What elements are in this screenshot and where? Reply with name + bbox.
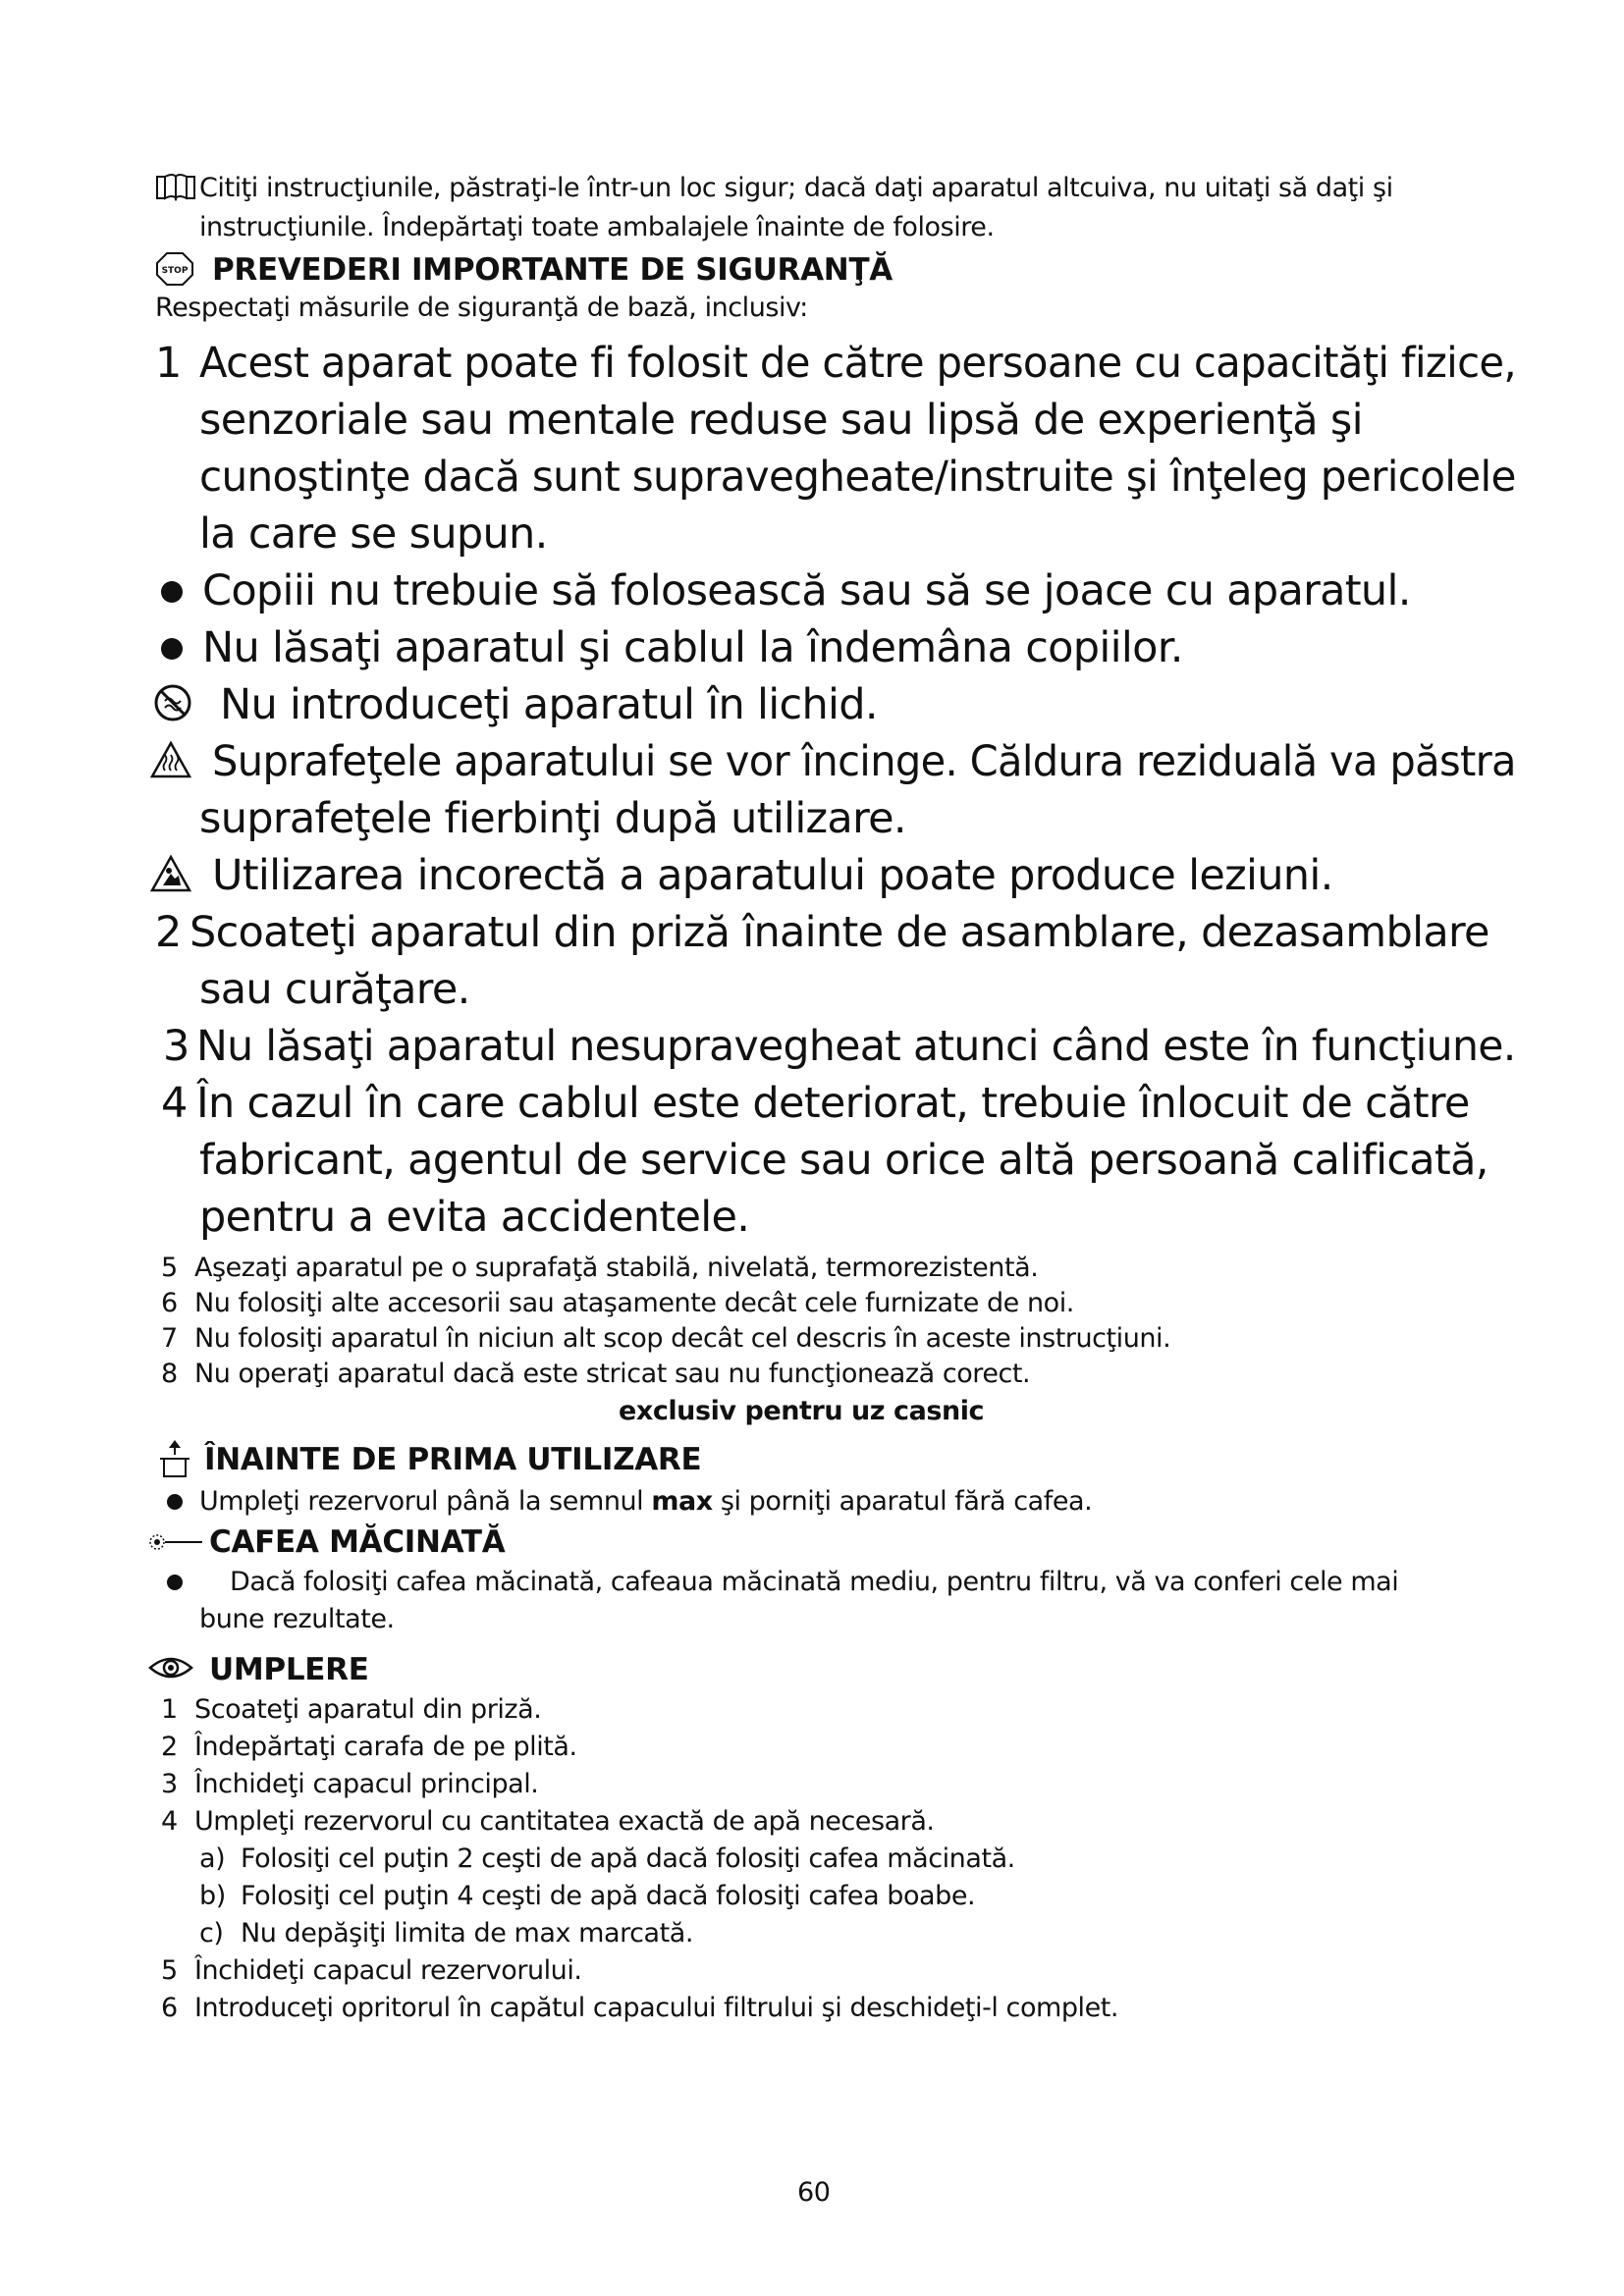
- item-1-number: 1: [155, 339, 182, 388]
- ground-coffee-heading: CAFEA MĂCINATĂ: [209, 1524, 506, 1560]
- item-1-line-3: cunoştinţe dacă sunt supravegheate/instruite şi înţeleg pericolele: [199, 453, 1516, 502]
- no-immerse-icon: [153, 683, 192, 726]
- item-4-line-3: pentru a evita accidentele.: [199, 1193, 750, 1242]
- item-1-line-4: la care se supun.: [199, 509, 548, 559]
- item-8-text: Nu operaţi aparatul dacă este stricat sau nu funcţionează corect.: [194, 1359, 1031, 1389]
- ground-coffee-icon: [145, 1527, 206, 1561]
- substep-a-text: Folosiţi cel puţin 2 ceşti de apă dacă folosiţi cafea măcinată.: [241, 1843, 1015, 1874]
- item-4-line-1: În cazul în care cablul este deteriorat, trebuie înlocuit de către: [196, 1079, 1470, 1128]
- item-5-text: Aşezaţi aparatul pe o suprafaţă stabilă, nivelată, termorezistentă.: [194, 1253, 1039, 1283]
- item-1-line-2: senzoriale sau mentale reduse sau lipsă de experienţă şi: [199, 396, 1363, 445]
- item-2-line-1: Scoateţi aparatul din priză înainte de asamblare, dezasamblare: [189, 908, 1489, 957]
- no-liquid-warning: Nu introduceţi aparatul în lichid.: [220, 680, 878, 729]
- hot-surface-icon: [149, 740, 192, 783]
- item-4-line-2: fabricant, agentul de service sau orice altă persoană calificată,: [199, 1136, 1489, 1185]
- bullet-dot: [161, 638, 183, 660]
- safety-heading: PREVEDERI IMPORTANTE DE SIGURANŢĂ: [212, 252, 893, 288]
- filling-step-3-number: 3: [161, 1769, 178, 1799]
- page-number: 60: [797, 2177, 831, 2208]
- injury-warning-icon: [149, 854, 192, 897]
- substep-c-label: c): [199, 1918, 224, 1949]
- substep-c-text: Nu depăşiţi limita de max marcată.: [241, 1918, 693, 1949]
- filling-step-6-number: 6: [161, 1993, 178, 2023]
- bullet-children-reach: Nu lăsaţi aparatul şi cablul la îndemâna copiilor.: [202, 623, 1183, 672]
- filling-step-5-number: 5: [161, 1955, 178, 1986]
- item-3-number: 3: [163, 1022, 189, 1071]
- safety-subheading: Respectaţi măsurile de siguranţă de bază, inclusiv:: [155, 293, 808, 323]
- bullet-dot: [161, 581, 183, 603]
- item-2-line-2: sau curăţare.: [199, 965, 470, 1014]
- first-use-icon: [157, 1439, 192, 1482]
- stop-icon: [155, 251, 194, 291]
- ground-coffee-line-1: Dacă folosiţi cafea măcinată, cafeaua măcinată mediu, pentru filtru, vă va conferi cele mai: [230, 1567, 1399, 1597]
- filling-step-5-text: Închideţi capacul rezervorului.: [194, 1955, 582, 1986]
- substep-b-label: b): [199, 1881, 226, 1911]
- item-6-text: Nu folosiţi alte accesorii sau ataşamente decât cele furnizate de noi.: [194, 1288, 1074, 1318]
- filling-step-1-text: Scoateţi aparatul din priză.: [194, 1694, 542, 1725]
- eye-icon: [147, 1653, 194, 1686]
- hot-surface-line-2: suprafeţele fierbinţi după utilizare.: [199, 794, 906, 843]
- item-2-number: 2: [155, 908, 182, 957]
- book-icon: [155, 173, 196, 206]
- max-mark-text: max: [651, 1486, 713, 1517]
- item-1-line-1: Acest aparat poate fi folosit de către persoane cu capacităţi fizice,: [199, 339, 1516, 388]
- item-6-number: 6: [161, 1288, 178, 1318]
- household-use-note: exclusiv pentru uz casnic: [619, 1396, 985, 1426]
- substep-a-label: a): [199, 1843, 226, 1874]
- bullet-children-use: Copiii nu trebuie să folosească sau să se joace cu aparatul.: [202, 566, 1411, 615]
- item-8-number: 8: [161, 1359, 178, 1389]
- substep-b-text: Folosiţi cel puţin 4 ceşti de apă dacă folosiţi cafea boabe.: [241, 1881, 976, 1911]
- first-use-text-after: şi porniţi aparatul fără cafea.: [712, 1486, 1093, 1517]
- filling-step-2-number: 2: [161, 1732, 178, 1762]
- item-5-number: 5: [161, 1253, 178, 1283]
- filling-step-1-number: 1: [161, 1694, 178, 1725]
- stop-icon-text: STOP: [161, 266, 189, 276]
- item-3-text: Nu lăsaţi aparatul nesupravegheat atunci când este în funcţiune.: [196, 1022, 1516, 1071]
- item-7-number: 7: [161, 1323, 178, 1354]
- intro-line-2: instrucţiunile. Îndepărtaţi toate ambalajele înainte de folosire.: [199, 212, 995, 242]
- bullet-dot: [167, 1494, 183, 1510]
- filling-step-2-text: Îndepărtaţi carafa de pe plită.: [194, 1732, 577, 1762]
- intro-line-1: Citiţi instrucţiunile, păstraţi-le într-un loc sigur; dacă daţi aparatul altcuiva, nu uitaţi să daţi şi: [199, 173, 1393, 203]
- item-7-text: Nu folosiţi aparatul în niciun alt scop decât cel descris în aceste instrucţiuni.: [194, 1323, 1171, 1354]
- first-use-heading: ÎNAINTE DE PRIMA UTILIZARE: [204, 1442, 702, 1477]
- hot-surface-line-1: Suprafeţele aparatului se vor încinge. Căldura reziduală va păstra: [212, 737, 1516, 786]
- filling-step-4-number: 4: [161, 1806, 178, 1837]
- item-4-number: 4: [161, 1079, 188, 1128]
- filling-heading: UMPLERE: [209, 1652, 369, 1687]
- filling-step-6-text: Introduceţi opritorul în capătul capacului filtrului şi deschideţi-l complet.: [194, 1993, 1119, 2023]
- filling-step-4-text: Umpleţi rezervorul cu cantitatea exactă de apă necesară.: [194, 1806, 935, 1837]
- ground-coffee-line-2: bune rezultate.: [199, 1604, 395, 1634]
- filling-step-3-text: Închideţi capacul principal.: [194, 1769, 539, 1799]
- first-use-bullet: [199, 1484, 1092, 1520]
- bullet-dot: [167, 1575, 183, 1590]
- injury-warning: Utilizarea incorectă a aparatului poate produce leziuni.: [212, 851, 1333, 900]
- first-use-text-before: Umpleţi rezervorul până la semnul: [199, 1486, 652, 1517]
